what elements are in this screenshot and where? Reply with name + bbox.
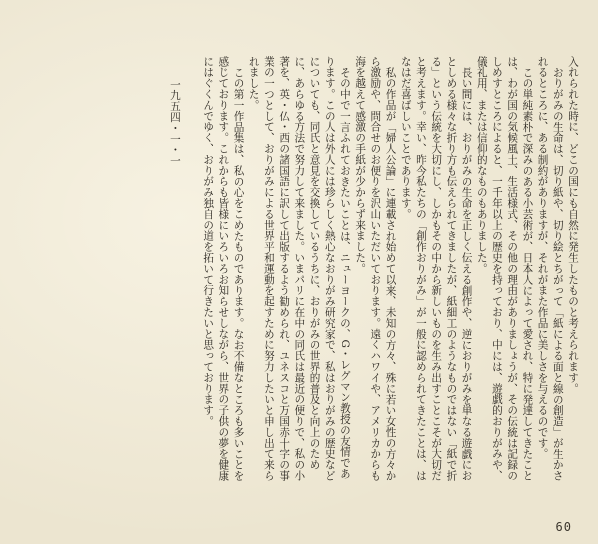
paragraph-6: その中で一言ふれておきたいことは、ニューヨークの、G・レグマン教授の友情であります。この人は外人には珍らしく熱心なおりがみ研究家で、私はおりがみの歴史などについても、同氏と意見を交換しているうちに、おりがみの世界的普及と向上のために、あらゆる方法で努力して来ました。いまパリに在中の同氏は最近の便りで、私の小著を、英・仏・西の諸国語に訳して出版するよう勧められ、ユネスコと万国赤十字の事業の一つとして、おりがみによる世界平和運動を起すために努力したいと申し出て来られました。 xyxy=(247,56,351,482)
paragraph-2: おりがみの生命は、切り紙や、切り絵とちがって「紙による面と線の創造」が生かされるところに、ある制約がありますが、それがまた作品に美しさを与えるのです。 xyxy=(536,56,564,481)
paragraph-5: 私の作品が「婦人公論」に連載され始めて以来、未知の方々、殊に若い女性の方々から激励や、問合せのお便りを沢山いただいております。遠くハワイや、アメリカからも海を越えて感激の手紙が少からず来ました。 xyxy=(354,56,397,482)
paragraph-4: 長い間には、おりがみの生命を正しく伝える創作や、逆におりがみを単なる遊戯におとしめる様々な折り方も伝えられてきましたが、紙細工のようなものではない「紙で折る」という伝統を大切にし、しかもその中から新しいものを生み出すことこそが大切だと考えます。幸い、昨今私たちの「創作おりがみ」が一般に認められてきたことは、はなはだ喜ばしいことであります。 xyxy=(399,56,473,482)
date: 一九五四・一・一 xyxy=(168,79,181,167)
paragraph-1: 入れられた時に、どこの国にも自然に発生したものと考えられます。 xyxy=(567,56,579,394)
paragraph-7: この第一作品集は、私の心をこめたものであります。なお不備なところも多いことを感じております。これからも皆様にいろいろお知らせしながら、世界の子供の夢を健康にはぐくんでゆく、おりがみ独自の道を拓いて行きたいと思っております。 xyxy=(202,56,245,482)
paragraph-3: この単純素朴で深みのある小芸術が、日本人によって愛され、特に発達してきたことは、わが国の気候風土、生活様式、その他の理由がありましょうが、その伝統は記録のしめすところによると、一千年以上の歴史を持っており、中には、遊戯的おりがみや、儀礼用、または信仰的なものもありました。 xyxy=(475,56,534,482)
vertical-text-body xyxy=(20,56,580,484)
page-number: 60 xyxy=(555,520,572,534)
